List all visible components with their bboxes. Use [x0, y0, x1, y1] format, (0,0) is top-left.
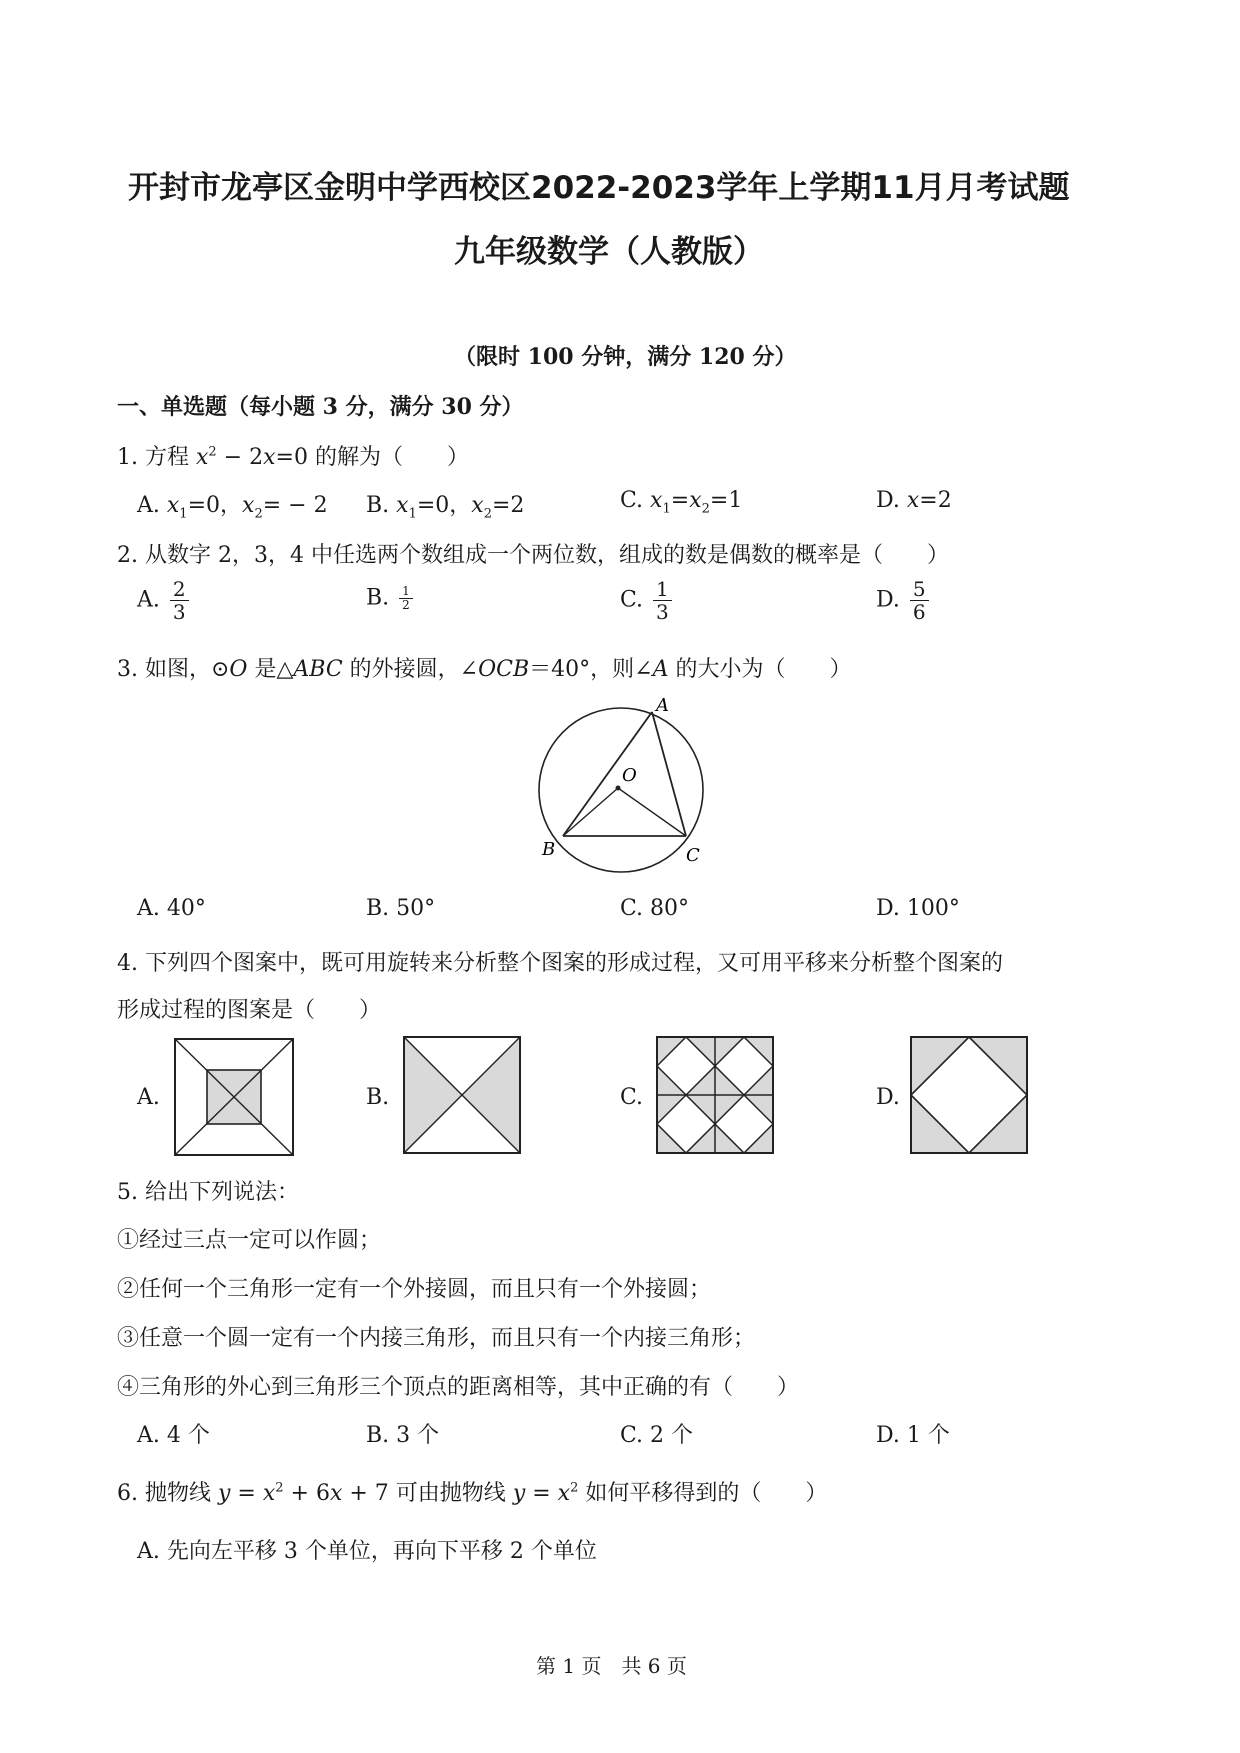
q1-option-b[interactable]: B. $x_1=0$，$x_2=2$	[366, 493, 525, 522]
question-1: 1. 方程 $x^2 - 2x=0$ 的解为（ ）	[117, 444, 469, 470]
q1-option-d[interactable]: D. x=2	[876, 488, 952, 513]
label-c: C	[686, 845, 700, 866]
exam-title-line2: 九年级数学（人教版）	[454, 234, 764, 270]
q5-statement-2: ②任何一个三角形一定有一个外接圆，而且只有一个外接圆；	[117, 1277, 712, 1302]
q2-option-a[interactable]: A. $\frac{2}{3}$	[137, 578, 189, 623]
question-2: 2. 从数字 2，3，4 中任选两个数组成一个两位数，组成的数是偶数的概率是（ ）	[117, 543, 949, 568]
q5-statement-4: ④三角形的外心到三角形三个顶点的距离相等，其中正确的有（ ）	[117, 1375, 800, 1400]
q3-option-b[interactable]: B. 50°	[366, 896, 436, 921]
q4-option-a-label[interactable]: A.	[137, 1085, 160, 1110]
q4-option-b-label[interactable]: B.	[366, 1085, 390, 1110]
q3-circle-figure	[530, 695, 730, 875]
label-o: O	[622, 765, 637, 786]
q3-option-a[interactable]: A. 40°	[137, 896, 206, 921]
section-heading: 一、单选题（每小题 3 分，满分 30 分）	[117, 394, 524, 420]
q2-option-c[interactable]: C. $\frac{1}{3}$	[620, 578, 672, 623]
q2-option-b[interactable]: B. $\frac{1}{2}$	[366, 585, 413, 612]
time-note: （限时 100 分钟，满分 120 分）	[454, 344, 797, 370]
question-4-line1: 4. 下列四个图案中，既可用旋转来分析整个图案的形成过程，又可用平移来分析整个图案的	[117, 951, 1003, 976]
q1-option-c[interactable]: C. $x_1=x_2=1$	[620, 488, 743, 517]
q5-option-c[interactable]: C. 2 个	[620, 1423, 694, 1448]
q4-pattern-c[interactable]	[656, 1036, 774, 1154]
q3-option-d[interactable]: D. 100°	[876, 896, 960, 921]
q5-option-d[interactable]: D. 1 个	[876, 1423, 950, 1448]
label-b: B	[542, 839, 556, 860]
q5-statement-1: ①经过三点一定可以作圆；	[117, 1228, 382, 1253]
page-footer: 第 1 页 共 6 页	[536, 1654, 687, 1678]
q2-option-d[interactable]: D. $\frac{5}{6}$	[876, 578, 929, 623]
question-6: 6. 抛物线 $y = x^2 + 6x + 7$ 可由抛物线 $y = x^2$ 如何平移得到的（ ）	[117, 1480, 828, 1506]
question-5: 5. 给出下列说法：	[117, 1180, 299, 1205]
q4-pattern-d[interactable]	[910, 1036, 1028, 1154]
q5-option-b[interactable]: B. 3 个	[366, 1423, 440, 1448]
exam-title-line1: 开封市龙亭区金明中学西校区2022-2023学年上学期11月月考试题	[128, 170, 1070, 206]
q4-option-c-label[interactable]: C.	[620, 1085, 644, 1110]
label-a: A	[656, 695, 669, 716]
q5-statement-3: ③任意一个圆一定有一个内接三角形，而且只有一个内接三角形；	[117, 1326, 756, 1351]
q1-option-a[interactable]: A. $x_1=0$，$x_2= - 2$	[137, 493, 328, 522]
q3-option-c[interactable]: C. 80°	[620, 896, 690, 921]
q4-pattern-b[interactable]	[403, 1036, 521, 1154]
question-4-line2: 形成过程的图案是（ ）	[117, 998, 382, 1023]
q6-option-a[interactable]: A. 先向左平移 3 个单位，再向下平移 2 个单位	[137, 1539, 597, 1564]
q5-option-a[interactable]: A. 4 个	[137, 1423, 210, 1448]
question-3: 3. 如图，⊙O 是△ABC 的外接圆，∠OCB＝40°，则∠A 的大小为（ ）	[117, 657, 852, 682]
q4-option-d-label[interactable]: D.	[876, 1085, 900, 1110]
q4-pattern-a[interactable]	[174, 1038, 294, 1156]
